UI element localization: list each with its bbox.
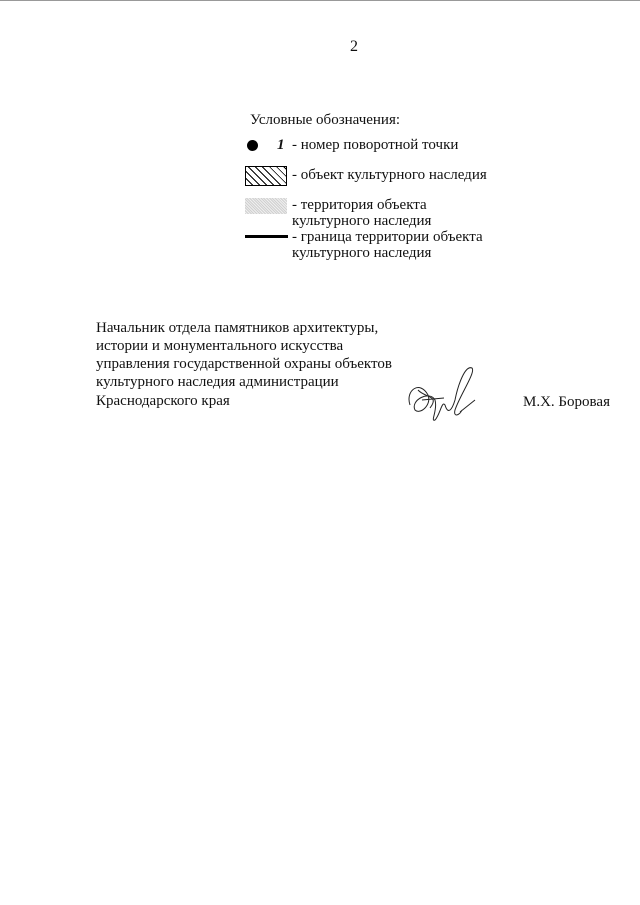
legend-title: Условные обозначения:	[250, 112, 401, 128]
turn-point-marker: 1	[277, 137, 285, 153]
position-line-2: истории и монументального искусства	[96, 338, 344, 354]
legend-label-heritage-object: - объект культурного наследия	[292, 167, 487, 183]
gray-texture-icon	[245, 198, 287, 214]
position-line-1: Начальник отдела памятников архитектуры,	[96, 320, 379, 336]
position-line-3: управления государственной охраны объектов	[96, 356, 392, 372]
legend-label-territory-2: культурного наследия	[292, 213, 432, 229]
turn-point-dot-icon	[247, 140, 258, 151]
top-border	[0, 0, 640, 1]
thick-line-icon	[245, 235, 288, 238]
legend-label-territory-1: - территория объекта	[292, 197, 427, 213]
hatched-box-icon	[245, 166, 287, 186]
legend-label-turn-point: - номер поворотной точки	[292, 137, 459, 153]
legend-label-boundary-1: - граница территории объекта	[292, 229, 483, 245]
position-line-5: Краснодарского края	[96, 393, 230, 409]
position-line-4: культурного наследия администрации	[96, 374, 339, 390]
page-number: 2	[350, 38, 358, 55]
handwritten-signature	[400, 360, 480, 430]
legend-label-boundary-2: культурного наследия	[292, 245, 432, 261]
signatory-name: М.Х. Боровая	[523, 394, 610, 410]
